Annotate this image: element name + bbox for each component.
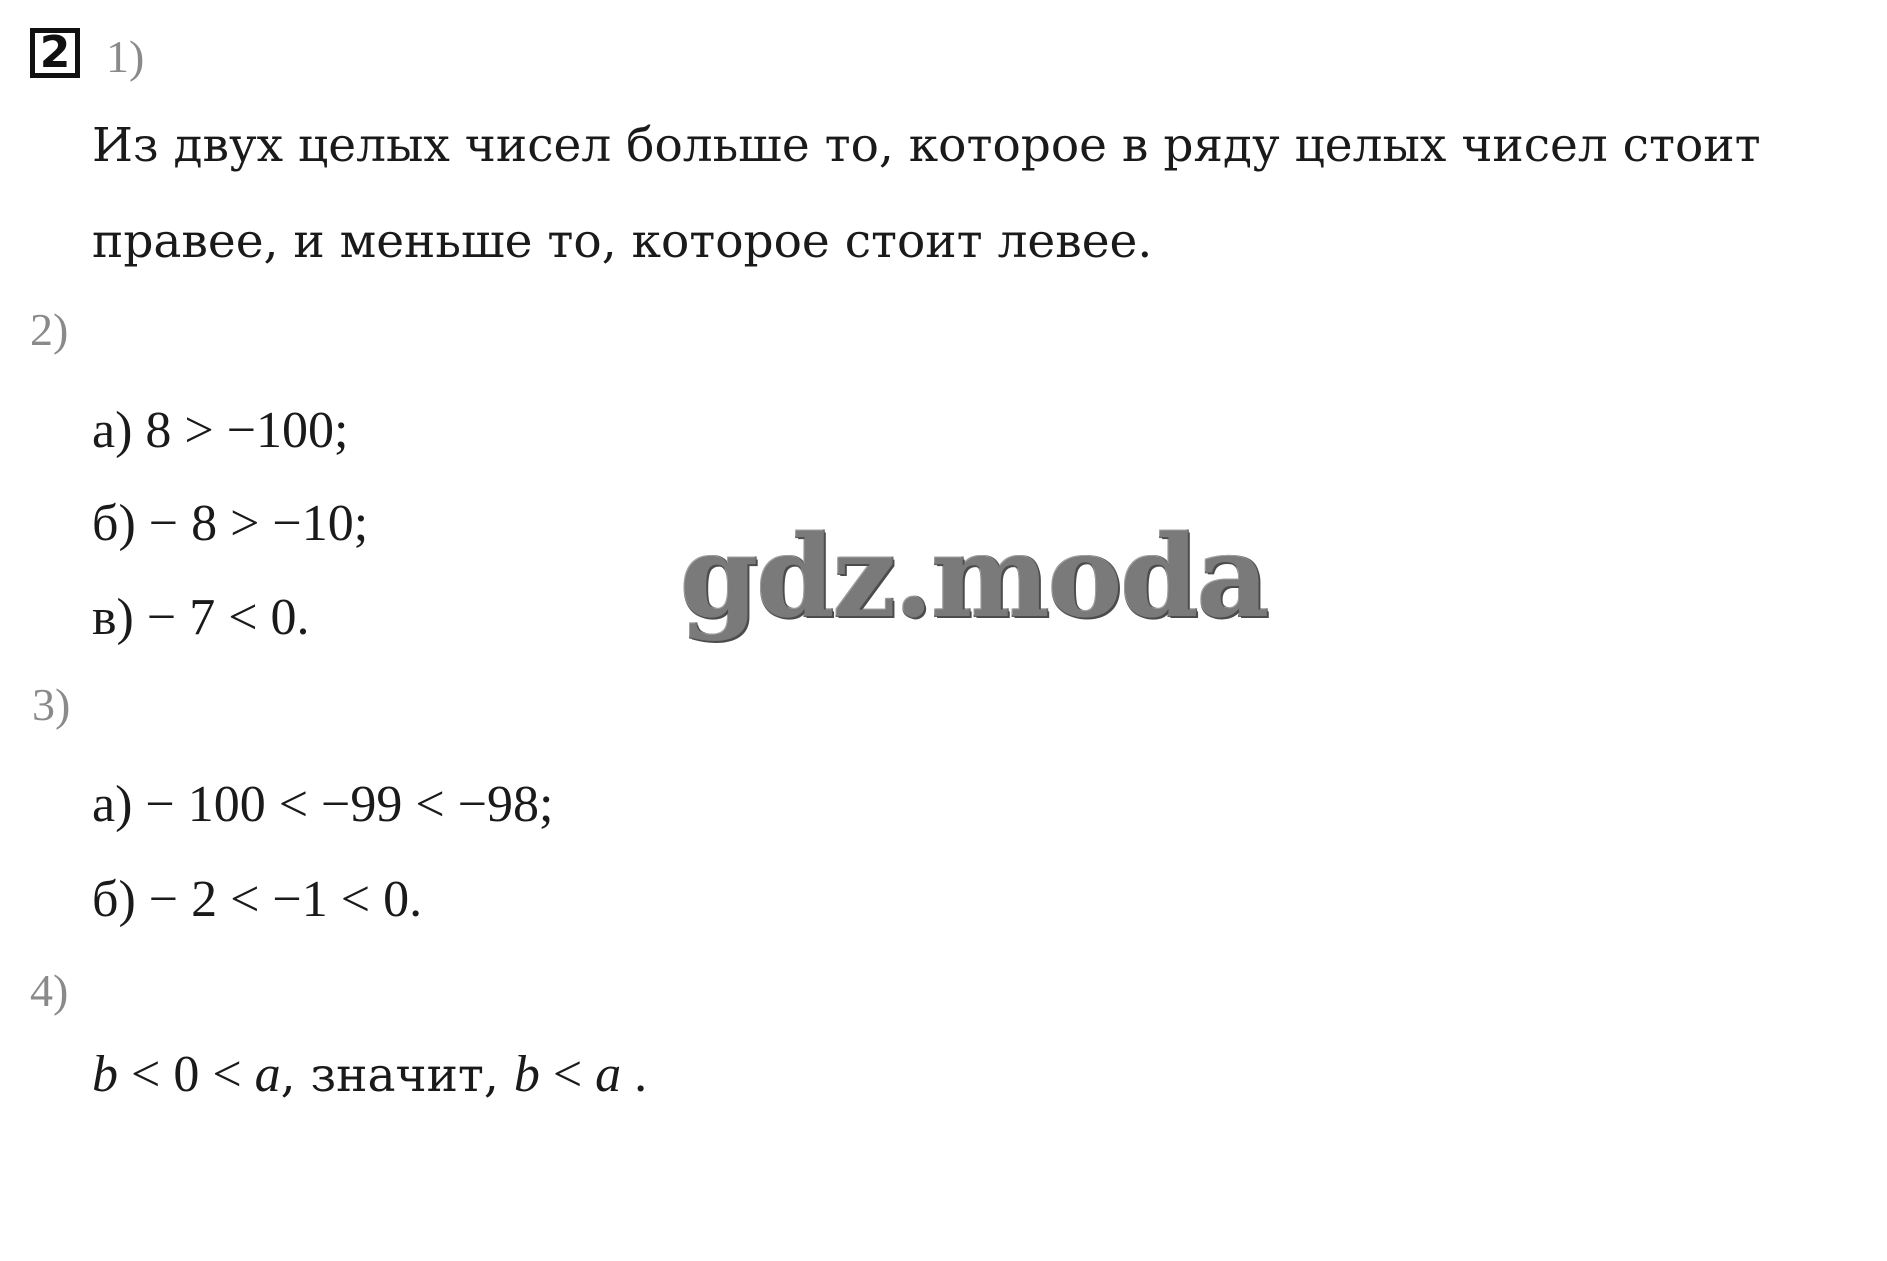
- part2-item-c: [92, 588, 310, 648]
- item-expression: − 2 < −1 < 0.: [148, 871, 423, 928]
- inequality: < 0 <: [118, 1046, 255, 1103]
- var-a: a: [595, 1046, 622, 1103]
- item-expression: − 7 < 0.: [146, 589, 310, 646]
- var-a: a: [254, 1046, 281, 1103]
- inequality: <: [539, 1046, 596, 1103]
- item-label: а): [92, 402, 133, 459]
- item-label: а): [92, 776, 133, 833]
- part-label-3: 3): [32, 679, 71, 730]
- task-number: 2: [39, 27, 71, 78]
- task-number-box: [30, 28, 80, 78]
- part4-statement: [92, 1045, 647, 1106]
- part-label-2: 2): [30, 304, 69, 355]
- watermark: gdz.moda: [680, 512, 1268, 643]
- item-expression: 8 > −100;: [145, 402, 349, 459]
- item-label: б): [92, 495, 136, 552]
- item-expression: − 100 < −99 < −98;: [145, 776, 554, 833]
- var-b: b: [92, 1046, 118, 1103]
- conclusion-words: , значит,: [280, 1048, 514, 1103]
- part3-item-a: [92, 775, 553, 835]
- part3-item-b: [92, 870, 422, 930]
- item-label: в): [92, 589, 134, 646]
- part2-item-a: [92, 401, 349, 461]
- part1-line-1: Из двух целых чисел больше то, которое в ряду целых чисел стоит: [92, 118, 1761, 173]
- part2-item-b: [92, 494, 368, 554]
- var-b: b: [513, 1046, 540, 1103]
- part-label-4: 4): [30, 965, 69, 1016]
- part1-line-2: правее, и меньше то, которое стоит левее.: [92, 214, 1153, 269]
- item-expression: − 8 > −10;: [148, 495, 369, 552]
- item-label: б): [92, 871, 136, 928]
- part-label-1: 1): [106, 31, 145, 82]
- period: .: [621, 1046, 648, 1103]
